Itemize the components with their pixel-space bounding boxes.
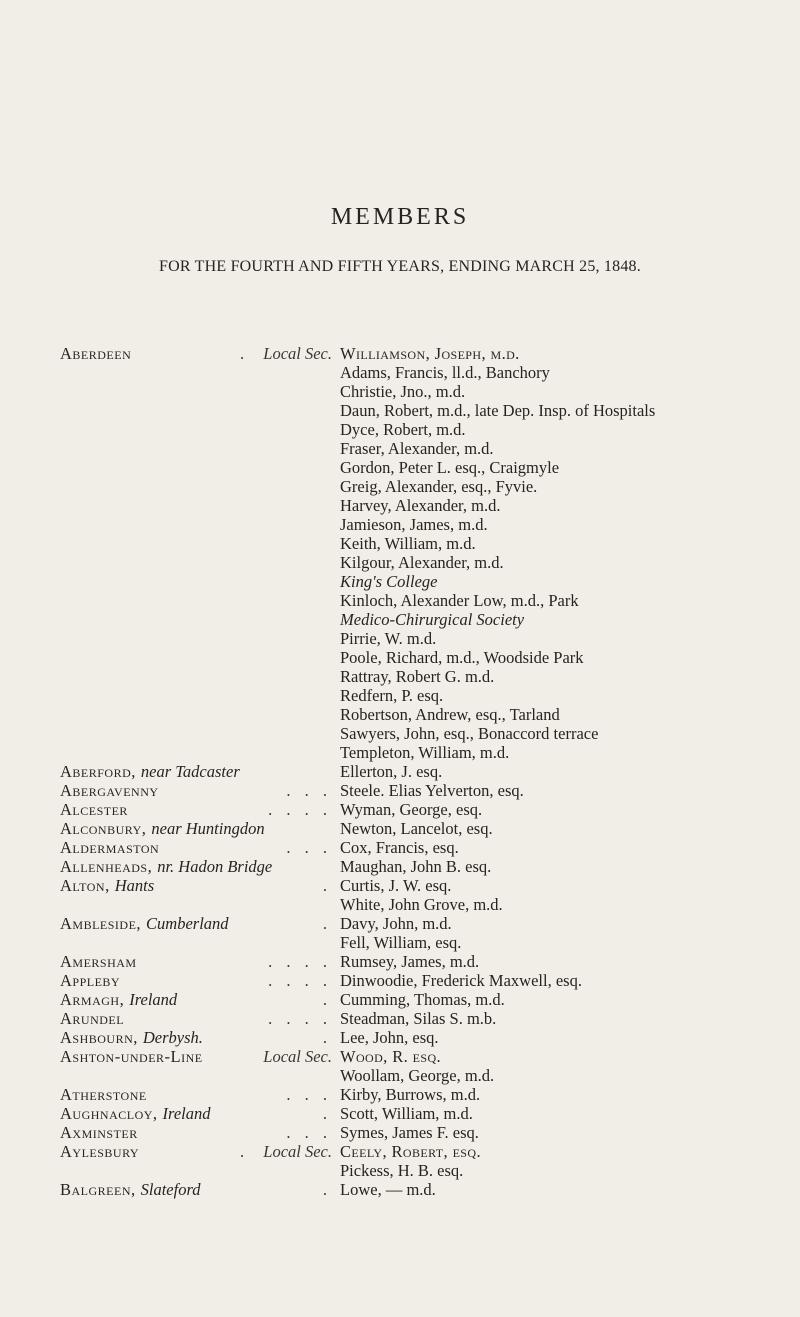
member-name: Redfern, P. esq.	[340, 686, 444, 705]
local-secretary-note: Local Sec.	[263, 1047, 332, 1066]
member-name: Curtis, J. W. esq.	[340, 876, 452, 895]
place-cell	[60, 667, 340, 686]
place-qualifier: Cumberland	[146, 914, 229, 933]
place-name: Aberford,	[60, 762, 136, 781]
place-name: Aldermaston	[60, 838, 160, 857]
place-name: Ashton-under-Line	[60, 1047, 203, 1066]
place-name: Allenheads,	[60, 857, 153, 876]
member-name: White, John Grove, m.d.	[340, 895, 503, 914]
member-name: Steele. Elias Yelverton, esq.	[340, 781, 524, 800]
member-row	[60, 458, 780, 477]
place-cell	[60, 363, 340, 382]
member-row	[60, 800, 780, 819]
member-row	[60, 610, 780, 629]
member-name: Ceely, Robert, esq.	[340, 1142, 481, 1161]
member-row	[60, 363, 780, 382]
place-cell	[60, 1123, 340, 1142]
member-row	[60, 762, 780, 781]
dot-leader: . . . .	[268, 971, 332, 990]
member-row	[60, 933, 780, 952]
dot-leader: .	[322, 876, 332, 895]
place-cell	[60, 1142, 340, 1161]
member-row	[60, 876, 780, 895]
member-name: Pirrie, W. m.d.	[340, 629, 437, 648]
place-name: Armagh,	[60, 990, 125, 1009]
member-row	[60, 515, 780, 534]
member-row	[60, 1104, 780, 1123]
place-name: Arundel	[60, 1009, 125, 1028]
place-qualifier: Ireland	[162, 1104, 211, 1123]
place-cell	[60, 401, 340, 420]
place-name: Aberdeen	[60, 344, 132, 363]
member-name: Keith, William, m.d.	[340, 534, 476, 553]
member-row	[60, 686, 780, 705]
place-name: Aughnacloy,	[60, 1104, 158, 1123]
dot-leader: . . . .	[268, 952, 332, 971]
member-name: Pickess, H. B. esq.	[340, 1161, 464, 1180]
member-name: Williamson, Joseph, m.d.	[340, 344, 520, 363]
member-row	[60, 990, 780, 1009]
member-name: Wyman, George, esq.	[340, 800, 483, 819]
place-cell	[60, 420, 340, 439]
member-name: Dinwoodie, Frederick Maxwell, esq.	[340, 971, 582, 990]
member-row	[60, 1047, 780, 1066]
member-name: Wood, R. esq.	[340, 1047, 442, 1066]
member-row	[60, 705, 780, 724]
place-name: Alcester	[60, 800, 128, 819]
place-cell	[60, 382, 340, 401]
place-qualifier: near Huntingdon	[151, 819, 265, 838]
member-name: Woollam, George, m.d.	[340, 1066, 495, 1085]
place-cell	[60, 819, 340, 838]
place-name: Alconbury,	[60, 819, 147, 838]
member-row	[60, 819, 780, 838]
member-row	[60, 1161, 780, 1180]
members-list	[60, 344, 780, 1199]
member-name: Greig, Alexander, esq., Fyvie.	[340, 477, 538, 496]
place-cell	[60, 857, 340, 876]
member-row	[60, 496, 780, 515]
member-row	[60, 629, 780, 648]
member-name: Fraser, Alexander, m.d.	[340, 439, 494, 458]
dot-leader: . . . .	[268, 1009, 332, 1028]
member-name: Sawyers, John, esq., Bonaccord terrace	[340, 724, 599, 743]
place-cell	[60, 629, 340, 648]
member-name: Kinloch, Alexander Low, m.d., Park	[340, 591, 579, 610]
place-cell	[60, 724, 340, 743]
local-secretary-note: Local Sec.	[263, 1142, 332, 1161]
place-qualifier: near Tadcaster	[140, 762, 240, 781]
dot-leader: . . .	[286, 838, 332, 857]
member-name: Christie, Jno., m.d.	[340, 382, 466, 401]
place-name: Alton,	[60, 876, 110, 895]
place-qualifier: Ireland	[129, 990, 178, 1009]
member-row	[60, 1180, 780, 1199]
member-row	[60, 553, 780, 572]
place-name: Abergavenny	[60, 781, 159, 800]
member-name: Cumming, Thomas, m.d.	[340, 990, 505, 1009]
place-cell	[60, 439, 340, 458]
member-name: Kirby, Burrows, m.d.	[340, 1085, 481, 1104]
place-cell	[60, 1066, 340, 1085]
place-cell	[60, 610, 340, 629]
member-row	[60, 534, 780, 553]
member-row	[60, 1085, 780, 1104]
place-name: Appleby	[60, 971, 121, 990]
dot-leader	[203, 1047, 340, 1066]
page-subtitle: FOR THE FOURTH AND FIFTH YEARS, ENDING MARCH 25, 1848.	[159, 258, 641, 275]
member-name: Lowe, — m.d.	[340, 1180, 436, 1199]
page-title: MEMBERS	[330, 204, 470, 230]
place-qualifier: nr. Hadon Bridge	[157, 857, 273, 876]
dot-leader: . Local Sec.	[240, 344, 332, 363]
member-row	[60, 1123, 780, 1142]
place-name: Balgreen,	[60, 1180, 136, 1199]
member-name: Medico-Chirurgical Society	[340, 610, 525, 629]
dot-leader: . . .	[286, 1085, 332, 1104]
member-row	[60, 838, 780, 857]
member-name: Daun, Robert, m.d., late Dep. Insp. of Hospitals	[340, 401, 656, 420]
member-row	[60, 895, 780, 914]
dot-leader: .	[322, 914, 332, 933]
member-name: Lee, John, esq.	[340, 1028, 439, 1047]
member-name: Adams, Francis, ll.d., Banchory	[340, 363, 550, 382]
place-cell	[60, 572, 340, 591]
member-name: Scott, William, m.d.	[340, 1104, 473, 1123]
place-name: Ashbourn,	[60, 1028, 138, 1047]
place-cell	[60, 1104, 340, 1123]
member-name: Rattray, Robert G. m.d.	[340, 667, 495, 686]
member-row	[60, 971, 780, 990]
member-name: Maughan, John B. esq.	[340, 857, 492, 876]
member-row	[60, 420, 780, 439]
member-name: Dyce, Robert, m.d.	[340, 420, 466, 439]
place-name: Ambleside,	[60, 914, 142, 933]
member-row	[60, 781, 780, 800]
place-cell	[60, 591, 340, 610]
place-cell	[60, 1009, 340, 1028]
place-cell	[60, 1047, 340, 1066]
place-cell	[60, 477, 340, 496]
place-cell	[60, 743, 340, 762]
member-name: King's College	[340, 572, 438, 591]
place-cell	[60, 1085, 340, 1104]
place-cell	[60, 534, 340, 553]
member-name: Cox, Francis, esq.	[340, 838, 459, 857]
dot-leader: . . . .	[268, 800, 332, 819]
member-row	[60, 477, 780, 496]
dot-leader: . . .	[286, 1123, 332, 1142]
place-cell	[60, 952, 340, 971]
place-cell	[60, 553, 340, 572]
place-cell	[60, 648, 340, 667]
place-cell	[60, 876, 340, 895]
place-cell	[60, 686, 340, 705]
member-row	[60, 952, 780, 971]
member-name: Davy, John, m.d.	[340, 914, 452, 933]
member-name: Templeton, William, m.d.	[340, 743, 510, 762]
member-name: Harvey, Alexander, m.d.	[340, 496, 501, 515]
dot-leader: . . .	[286, 781, 332, 800]
place-name: Aylesbury	[60, 1142, 140, 1161]
place-cell	[60, 515, 340, 534]
member-row	[60, 857, 780, 876]
member-name: Jamieson, James, m.d.	[340, 515, 488, 534]
dot-leader: .	[322, 1104, 332, 1123]
member-name: Symes, James F. esq.	[340, 1123, 479, 1142]
place-qualifier: Derbysh.	[142, 1028, 203, 1047]
member-row	[60, 439, 780, 458]
member-row	[60, 572, 780, 591]
place-qualifier: Slateford	[140, 1180, 201, 1199]
dot-leader: .	[322, 1180, 332, 1199]
place-cell	[60, 781, 340, 800]
place-name: Amersham	[60, 952, 137, 971]
member-name: Robertson, Andrew, esq., Tarland	[340, 705, 560, 724]
place-cell	[60, 990, 340, 1009]
member-row	[60, 401, 780, 420]
place-cell	[60, 344, 340, 363]
member-row	[60, 648, 780, 667]
member-row	[60, 382, 780, 401]
place-name: Atherstone	[60, 1085, 147, 1104]
member-name: Kilgour, Alexander, m.d.	[340, 553, 504, 572]
dot-leader: . Local Sec.	[240, 1142, 332, 1161]
member-row	[60, 914, 780, 933]
place-qualifier: Hants	[114, 876, 155, 895]
place-cell	[60, 1180, 340, 1199]
place-cell	[60, 971, 340, 990]
member-name: Gordon, Peter L. esq., Craigmyle	[340, 458, 560, 477]
member-row	[60, 743, 780, 762]
place-cell	[60, 895, 340, 914]
place-name: Axminster	[60, 1123, 138, 1142]
place-cell	[60, 496, 340, 515]
dot-leader: .	[322, 990, 332, 1009]
dot-leader: .	[322, 1028, 332, 1047]
member-row	[60, 1066, 780, 1085]
member-row	[60, 344, 780, 363]
member-row	[60, 1009, 780, 1028]
local-secretary-note: Local Sec.	[263, 344, 332, 363]
place-cell	[60, 1161, 340, 1180]
member-name: Poole, Richard, m.d., Woodside Park	[340, 648, 584, 667]
member-name: Newton, Lancelot, esq.	[340, 819, 493, 838]
place-cell	[60, 762, 340, 781]
place-cell	[60, 705, 340, 724]
place-cell	[60, 800, 340, 819]
place-cell	[60, 458, 340, 477]
place-cell	[60, 838, 340, 857]
member-row	[60, 591, 780, 610]
member-row	[60, 1142, 780, 1161]
member-row	[60, 667, 780, 686]
place-cell	[60, 914, 340, 933]
member-name: Ellerton, J. esq.	[340, 762, 443, 781]
member-row	[60, 724, 780, 743]
member-name: Fell, William, esq.	[340, 933, 462, 952]
member-name: Steadman, Silas S. m.b.	[340, 1009, 497, 1028]
member-name: Rumsey, James, m.d.	[340, 952, 480, 971]
place-cell	[60, 933, 340, 952]
member-row	[60, 1028, 780, 1047]
place-cell	[60, 1028, 340, 1047]
